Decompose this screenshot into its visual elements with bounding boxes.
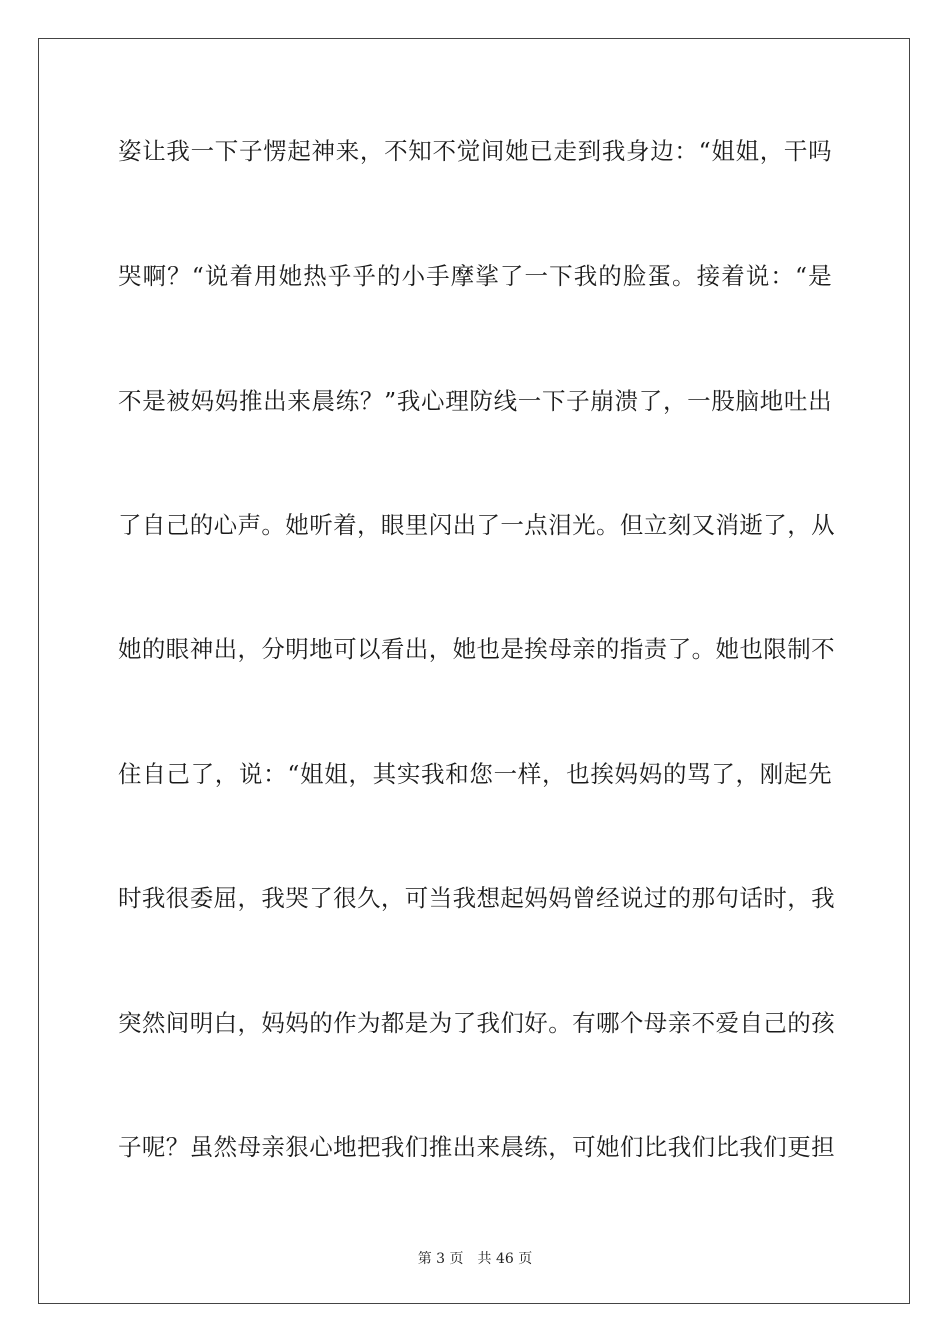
paragraph-line: 哭啊？“说着用她热乎乎的小手摩挲了一下我的脸蛋。接着说：“是 xyxy=(118,262,832,290)
page-footer xyxy=(0,1248,950,1268)
paragraph-line: 她的眼神出，分明地可以看出，她也是挨母亲的指责了。她也限制不 xyxy=(118,635,835,663)
paragraph-line: 突然间明白，妈妈的作为都是为了我们好。有哪个母亲不爱自己的孩 xyxy=(118,1009,835,1037)
paragraph-line: 时我很委屈，我哭了很久，可当我想起妈妈曾经说过的那句话时，我 xyxy=(118,884,835,912)
page-total: 共 46 页 xyxy=(477,1251,533,1267)
paragraph-line: 姿让我一下子愣起神来，不知不觉间她已走到我身边：“姐姐，干吗 xyxy=(118,137,832,165)
paragraph-line: 了自己的心声。她听着，眼里闪出了一点泪光。但立刻又消逝了，从 xyxy=(118,511,835,539)
paragraph-line: 不是被妈妈推出来晨练？”我心理防线一下子崩溃了，一股脑地吐出 xyxy=(118,387,832,415)
page-border xyxy=(38,38,910,1304)
paragraph-line: 住自己了，说：“姐姐，其实我和您一样，也挨妈妈的骂了，刚起先 xyxy=(118,760,832,788)
page-number: 第 3 页 xyxy=(417,1251,464,1267)
paragraph-line: 子呢？虽然母亲狠心地把我们推出来晨练，可她们比我们比我们更担 xyxy=(118,1133,835,1161)
